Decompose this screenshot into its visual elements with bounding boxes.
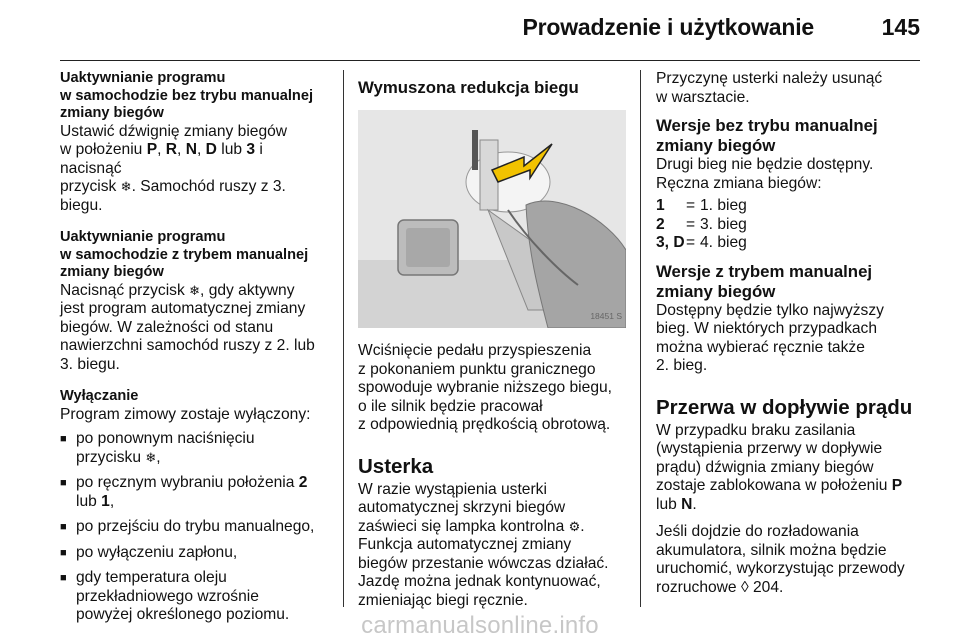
section-heading: Uaktywnianie programu w samochodzie z trybem manualnej zmiany biegów [60,229,309,280]
list-item: ■ po przejściu do trybu manualnego, [60,518,328,537]
snowflake-icon: ❄ [120,179,132,194]
snowflake-icon: ❄ [189,282,201,298]
section-heading: Wersje bez trybu manualnej zmiany biegów [656,116,878,155]
paragraph: Program zimowy zostaje wyłączony: [60,405,311,423]
figure-code: 18451 S [590,310,622,321]
table-row: 3, D = 4. bieg [656,234,747,251]
pedal-drawing-icon [358,110,626,328]
table-row: 1 = 1. bieg [656,197,747,214]
page-header [0,0,960,64]
section-heading: Wyłączanie [60,388,139,404]
paragraph: Przyczynę usterki należy usunąć w warsztacie. [656,70,883,106]
list-item: ■ gdy temperatura oleju przekładniowego wzrośnie powyżej określonego poziomu. [60,569,328,625]
snowflake-icon: ❄ [145,449,157,465]
page-number: 145 [881,14,920,40]
bullet-list [60,430,328,625]
pedal-illustration [358,110,626,328]
paragraph: Nacisnąć przycisk ❄, gdy aktywny jest program automatycznej zmiany biegów. W zależności od stanu nawierzchni samochód ruszy z 2. lub 3. biegu. [60,281,315,373]
table-row: 2 = 3. bieg [656,215,747,233]
section-heading: Usterka [358,454,434,478]
section-heading: Wersje z trybem manualnej zmiany biegów [656,261,873,301]
watermark: carmanualsonline.info [361,612,599,639]
gear-table [656,197,747,253]
paragraph: Jeśli dojdzie do rozładowania akumulatora, silnik można będzie uruchomić, wykorzystując przewody rozruchowe ◊ 204. [656,523,905,596]
section-heading: Wymuszona redukcja biegu [358,78,579,97]
column-3 [656,70,924,597]
page-title: Prowadzenie i użytkowanie [522,14,814,40]
column-2 [358,70,626,610]
paragraph: Dostępny będzie tylko najwyższy bieg. W niektórych przypadkach można wybierać ręcznie także 2. bieg. [656,301,884,374]
paragraph: Drugi bieg nie będzie dostępny. Ręczna zmiana biegów: [656,156,874,192]
list-item: ■ po ręcznym wybraniu położenia 2 lub 1, [60,474,328,511]
section-heading: Uaktywnianie programu w samochodzie bez trybu manualnej zmiany biegów [60,70,314,121]
paragraph: Wciśnięcie pedału przyspieszenia z pokonaniem punktu granicznego spowoduje wybranie niższego biegu, o ile silnik będzie pracował z odpowiednią prędkością obrotową. [358,342,612,433]
page-reference-icon[interactable]: ◊ [740,578,749,596]
section-heading: Przerwa w dopływie prądu [656,395,913,419]
paragraph: W razie wystąpienia usterki automatycznej skrzyni biegów zaświeci się lampka kontrolna ⚙. Funkcja automatycznej zmiany biegów przestanie wówczas działać. Jazdę można jednak kontynuować, zmieniając biegi ręcznie. [358,480,609,609]
header-rule [60,60,920,61]
paragraph: W przypadku braku zasilania (wystąpienia przerwy w dopływie prądu) dźwignia zmiany biegów zostaje zablokowana w położeniu P lub N. [656,421,903,513]
list-item: ■ po wyłączeniu zapłonu, [60,544,328,563]
gearbox-warning-icon: ⚙ [568,518,581,534]
column-divider [343,70,344,607]
list-item: ■ po ponownym naciśnięciu przycisku ❄, [60,430,328,467]
paragraph: Ustawić dźwignię zmiany biegów w położeniu P, R, N, D lub 3 i nacisnąć przycisk ❄. Samochód ruszy z 3. biegu. [60,122,288,214]
column-1 [60,70,328,632]
column-divider [640,70,641,607]
